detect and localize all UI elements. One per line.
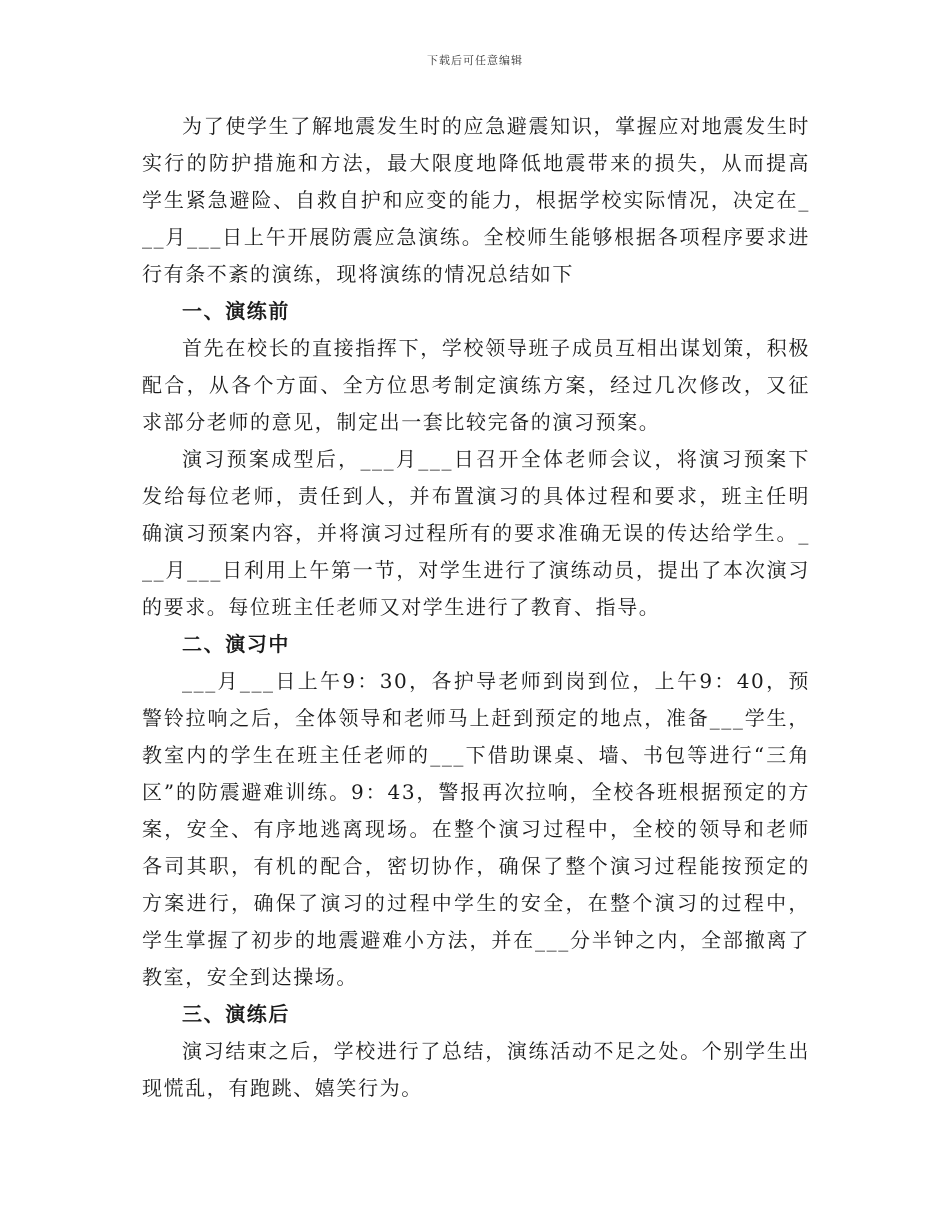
intro-paragraph: 为了使学生了解地震发生时的应急避震知识，掌握应对地震发生时实行的防护措施和方法，最大限度地降低地震带来的损失，从而提高学生紧急避险、自救自护和应变的能力，根据学校实际情况，决定在___月___日上午开展防震应急演练。全校师生能够根据各项程序要求进行有条不紊的演练，现将演练的情况总结如下: [142, 114, 810, 286]
section-3-paragraph-1: 演习结束之后，学校进行了总结，演练活动不足之处。个别学生出现慌乱，有跑跳、嬉笑行为。: [142, 1039, 810, 1100]
section-2-paragraph-1: ___月___日上午9：30，各护导老师到岗到位，上午9：40，预警铃拉响之后，全体领导和老师马上赶到预定的地点，准备___学生，教室内的学生在班主任老师的___下借助课桌、墙、书包等进行“三角区”的防震避难训练。9：43，警报再次拉响，全校各班根据预定的方案，安全、有序地逃离现场。在整个演习过程中，全校的领导和老师各司其职，有机的配合，密切协作，确保了整个演习过程能按预定的方案进行，确保了演习的过程中学生的安全，在整个演习的过程中，学生掌握了初步的地震避难小方法，并在___分半钟之内，全部撤离了教室，安全到达操场。: [142, 669, 810, 989]
header-note: 下载后可任意编辑: [427, 54, 523, 67]
section-1-heading: 一、演练前: [182, 299, 290, 323]
section-1-paragraph-1: 首先在校长的直接指挥下，学校领导班子成员互相出谋划策，积极配合，从各个方面、全方位思考制定演练方案，经过几次修改，又征求部分老师的意见，制定出一套比较完备的演习预案。: [142, 336, 810, 434]
document-body: [142, 108, 810, 1107]
section-3-heading: 三、演练后: [182, 1002, 290, 1026]
section-1-paragraph-2: 演习预案成型后，___月___日召开全体老师会议，将演习预案下发给每位老师，责任到人，并布置演习的具体过程和要求，班主任明确演习预案内容，并将演习过程所有的要求准确无误的传达给学生。___月___日利用上午第一节，对学生进行了演练动员，提出了本次演习的要求。每位班主任老师又对学生进行了教育、指导。: [142, 447, 810, 619]
section-2-heading: 二、演习中: [182, 632, 290, 656]
